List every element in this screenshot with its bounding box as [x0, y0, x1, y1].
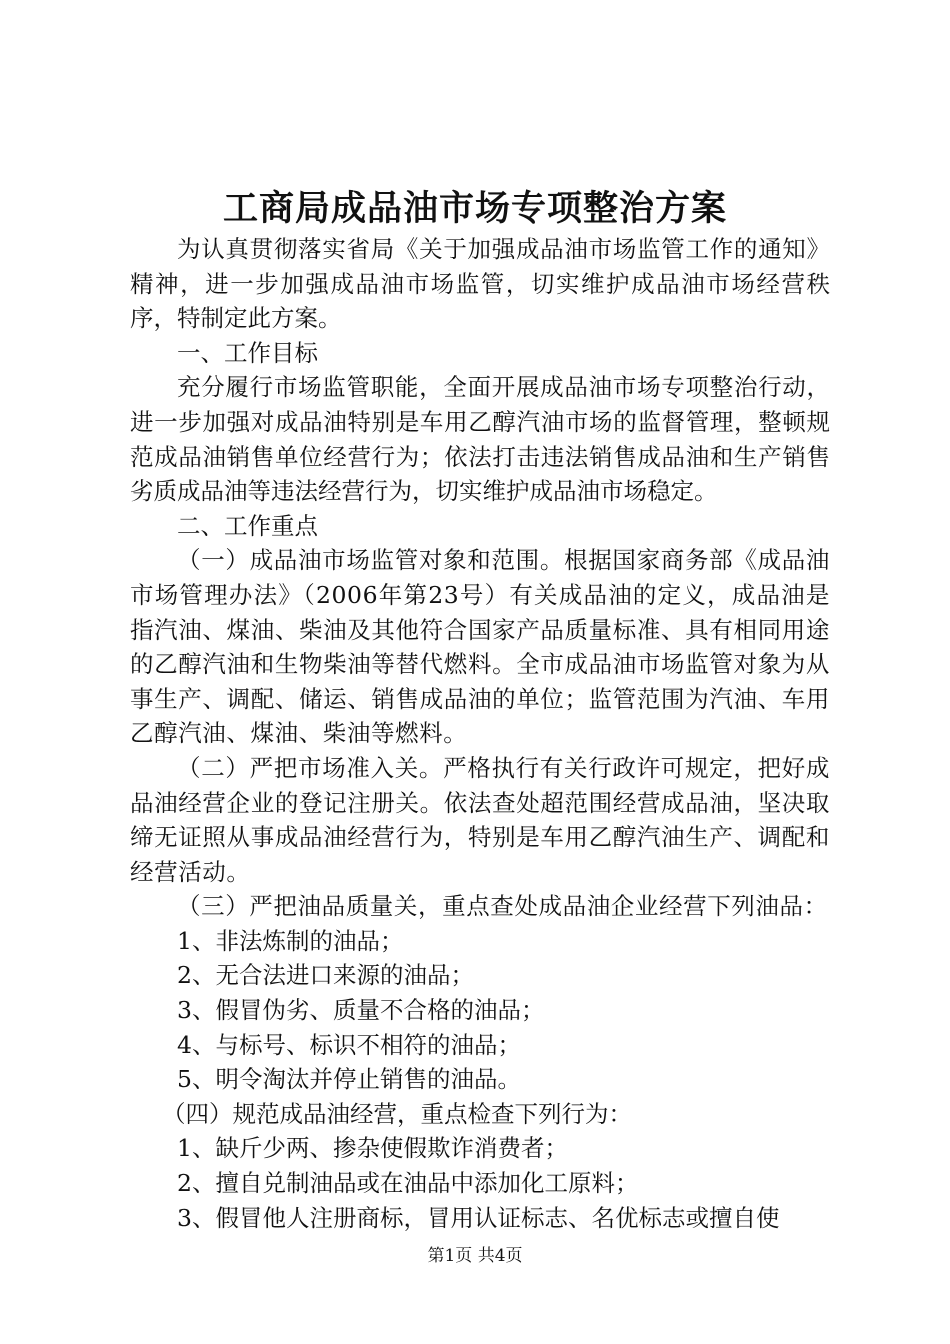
list-item: 4、与标号、标识不相符的油品； [177, 1030, 521, 1059]
page-number-footer: 第1页 共4页 [427, 1246, 523, 1266]
list-item: 5、明令淘汰并停止销售的油品。 [177, 1065, 521, 1094]
section-heading-goals: 一、工作目标 [177, 338, 318, 367]
list-item: 2、擅自兑制油品或在油品中添加化工原料； [177, 1169, 639, 1198]
focus-item-3-paragraph: （三）严把油品质量关，重点查处成品油企业经营下列油品： [177, 892, 828, 921]
list-item: 2、无合法进口来源的油品； [177, 961, 474, 990]
list-item: 3、假冒他人注册商标，冒用认证标志、名优标志或擅自使 [177, 1203, 780, 1232]
section-heading-focus: 二、工作重点 [177, 511, 318, 540]
document-title: 工商局成品油市场专项整治方案 [222, 188, 727, 229]
list-item: 1、非法炼制的油品； [177, 926, 404, 955]
focus-item-2-paragraph: （二）严把市场准入关。严格执行有关行政许可规定，把好成品油经营企业的登记注册关。依法查处超范围经营成品油，坚决取缔无证照从事成品油经营行为，特别是车用乙醇汽油生产、调配和经营活动。 [130, 753, 830, 886]
document-body [130, 232, 830, 1235]
intro-paragraph: 为认真贯彻落实省局《关于加强成品油市场监管工作的通知》精神，进一步加强成品油市场监管，切实维护成品油市场经营秩序，特制定此方案。 [130, 235, 830, 333]
focus-item-1-paragraph: （一）成品油市场监管对象和范围。根据国家商务部《成品油市场管理办法》（2006年第23号）有关成品油的定义，成品油是指汽油、煤油、柴油及其他符合国家产品质量标准、具有相同用途的乙醇汽油和生物柴油等替代燃料。全市成品油市场监管对象为从事生产、调配、储运、销售成品油的单位；监管范围为汽油、车用乙醇汽油、煤油、柴油等燃料。 [130, 546, 830, 748]
list-item: 1、缺斤少两、掺杂使假欺诈消费者； [177, 1134, 568, 1163]
goals-paragraph: 充分履行市场监管职能，全面开展成品油市场专项整治行动，进一步加强对成品油特别是车用乙醇汽油市场的监督管理，整顿规范成品油销售单位经营行为；依法打击违法销售成品油和生产销售劣质成品油等违法经营行为，切实维护成品油市场稳定。 [130, 373, 830, 506]
focus-item-4-paragraph: （四）规范成品油经营，重点检查下列行为： [162, 1099, 632, 1128]
list-item: 3、假冒伪劣、质量不合格的油品； [177, 996, 545, 1025]
